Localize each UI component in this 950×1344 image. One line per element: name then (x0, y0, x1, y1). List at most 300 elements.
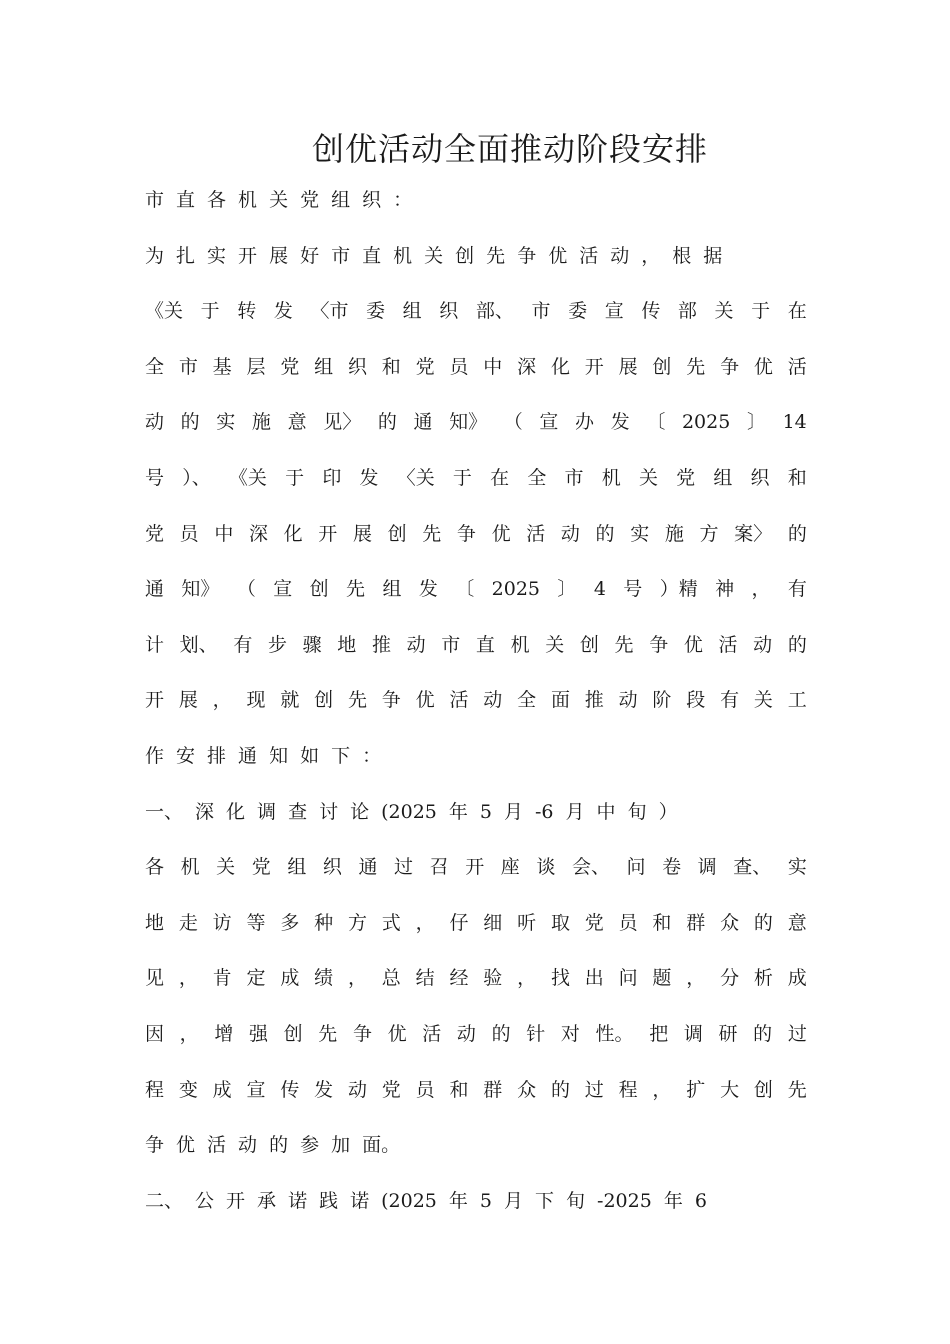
text-token: 开 (145, 689, 165, 712)
text-token: 活 (526, 522, 546, 545)
text-token: 诺 (350, 1189, 370, 1212)
text-token: 会、 (571, 856, 610, 879)
text-token: 关 (753, 689, 773, 712)
text-token: 践 (319, 1189, 339, 1212)
text-token: 机 (601, 467, 621, 489)
text-token: 于 (751, 300, 771, 323)
text-token: 析 (753, 967, 773, 990)
text-token: 创 (579, 633, 599, 656)
text-token: 施 (251, 411, 271, 434)
text-token: ， (517, 967, 537, 990)
paragraph-line (145, 295, 807, 327)
text-token: 见〉 (323, 411, 362, 434)
paragraph-line (145, 629, 807, 661)
text-token: 召 (429, 856, 449, 879)
text-token: 知》 (449, 411, 488, 434)
text-token: 步 (267, 633, 287, 656)
text-token: 年 (448, 1189, 468, 1212)
text-token: 5 (479, 1189, 492, 1212)
text-token: 意 (787, 911, 807, 934)
paragraph-line (145, 962, 807, 994)
text-token: 据 (703, 244, 723, 267)
text-token: 部、 (475, 300, 514, 323)
text-token: 推 (371, 633, 391, 656)
text-token: 有 (720, 689, 740, 712)
text-token: 宣 (246, 1078, 266, 1101)
text-token: 动 (238, 1134, 258, 1157)
text-token: 谈 (536, 856, 556, 879)
text-token: 实 (787, 856, 807, 879)
text-token: 发 (418, 578, 438, 601)
text-token: ， (751, 578, 771, 601)
text-token: 党 (280, 355, 300, 378)
text-token: 取 (550, 911, 570, 934)
text-token: 因 (145, 1023, 165, 1045)
text-token: 组 (314, 355, 334, 378)
text-token: 调 (683, 1023, 703, 1045)
text-token: 展 (618, 355, 638, 378)
text-token: 的 (753, 911, 773, 934)
text-token: 发 (314, 1078, 334, 1101)
text-token: 织 (439, 300, 459, 323)
text-token: 通 (145, 578, 165, 601)
text-token: 员 (618, 911, 638, 934)
text-token: 计 (145, 633, 165, 656)
text-token: 卷 (662, 856, 682, 879)
paragraph-line (145, 518, 807, 550)
document-title: 创优活动全面推动阶段安排 (311, 130, 708, 168)
text-token: 成 (787, 967, 807, 990)
text-token: -6 (535, 800, 554, 823)
text-token: 好 (300, 244, 320, 267)
text-token: 发 (273, 300, 293, 323)
text-token: 动 (483, 689, 503, 712)
text-token: 程 (145, 1078, 165, 1101)
text-token: 党 (381, 1078, 401, 1101)
text-token: 优 (415, 689, 435, 712)
text-token: 创 (314, 689, 334, 712)
paragraph-line (145, 1185, 807, 1217)
text-token: ， (415, 911, 435, 934)
text-token: ： (362, 745, 382, 767)
text-token: 种 (314, 911, 334, 934)
text-token: 动 (618, 689, 638, 712)
text-token: 各 (207, 189, 227, 211)
text-token: 市 (441, 633, 461, 656)
text-token: 把 (649, 1023, 669, 1045)
text-token: 的 (180, 411, 200, 434)
text-token: 织 (322, 856, 342, 879)
text-token: 在 (787, 300, 807, 323)
text-token: 深 (195, 800, 215, 823)
text-token: 的 (787, 522, 807, 545)
text-token: 如 (300, 745, 320, 767)
text-token: 〈市 (310, 300, 349, 323)
text-token: 调 (257, 800, 277, 823)
text-token: 问 (626, 856, 646, 879)
text-token: 旬 (566, 1189, 586, 1212)
text-token: 的 (377, 411, 397, 434)
text-token: 号 (623, 578, 643, 601)
text-token: 题 (652, 967, 672, 990)
text-token: 层 (246, 355, 266, 378)
text-token: 面。 (362, 1134, 401, 1157)
paragraph-line (145, 851, 807, 883)
text-token: 优 (176, 1134, 196, 1157)
text-token: 〕 (746, 411, 766, 434)
paragraph-line (145, 351, 807, 383)
text-token: 面 (550, 689, 570, 712)
text-token: 活 (207, 1134, 227, 1157)
paragraph-line (145, 740, 807, 772)
text-token: 创 (283, 1023, 303, 1045)
text-token: 地 (145, 911, 165, 934)
paragraph-line (145, 184, 807, 216)
text-token: 员 (179, 522, 199, 545)
text-token: 的 (753, 1023, 773, 1045)
text-token: 月 (504, 800, 524, 823)
text-token: 直 (176, 189, 196, 211)
text-token: 开 (238, 244, 258, 267)
text-token: 印 (322, 467, 342, 489)
text-token: 市 (531, 300, 551, 323)
text-token: 《关 (145, 300, 184, 323)
text-token: 委 (366, 300, 386, 323)
text-token: 优 (491, 522, 511, 545)
text-token: ， (179, 1023, 199, 1045)
text-token: 直 (362, 244, 382, 267)
text-token: 变 (178, 1078, 198, 1101)
text-token: 争 (649, 633, 669, 656)
text-token: 动 (145, 411, 165, 434)
text-token: 组 (713, 467, 733, 489)
text-token: 细 (483, 911, 503, 934)
text-token: 见 (145, 967, 165, 990)
text-token: 创 (387, 522, 407, 545)
text-token: 织 (347, 355, 367, 378)
text-token: 根 (672, 244, 692, 267)
text-token: 各 (145, 856, 165, 879)
text-token: 宣 (604, 300, 624, 323)
text-token: 出 (584, 967, 604, 990)
text-token: 访 (212, 911, 232, 934)
text-token: 〈关 (396, 467, 435, 489)
paragraph-line (145, 907, 807, 939)
text-token: 先 (347, 689, 367, 712)
text-token: 动 (753, 633, 773, 656)
text-token: 织 (750, 467, 770, 489)
text-token: 下 (331, 745, 351, 767)
text-token: 阶 (652, 689, 672, 712)
text-token: 宣 (273, 578, 293, 601)
text-token: 党 (676, 467, 696, 489)
text-token: ， (641, 244, 661, 267)
text-token: 基 (212, 355, 232, 378)
text-token: 性。 (595, 1023, 634, 1045)
text-token: 市 (178, 355, 198, 378)
text-token: 程 (618, 1078, 638, 1101)
text-token: 多 (280, 911, 300, 934)
text-token: 优 (683, 633, 703, 656)
text-token: 4 (593, 578, 606, 601)
text-token: 组 (287, 856, 307, 879)
text-token: 深 (248, 522, 268, 545)
text-token: 直 (475, 633, 495, 656)
text-token: 下 (535, 1189, 555, 1212)
text-token: 争 (517, 244, 537, 267)
text-token: 诺 (288, 1189, 308, 1212)
text-token: 展 (352, 522, 372, 545)
text-token: 党 (300, 189, 320, 211)
text-token: 组 (331, 189, 351, 211)
text-token: 先 (346, 578, 366, 601)
text-token: 中 (214, 522, 234, 545)
text-token: 党 (584, 911, 604, 934)
text-token: 于 (200, 300, 220, 323)
text-token: 通 (238, 745, 258, 767)
text-token: 为 (145, 244, 165, 267)
text-token: 先 (422, 522, 442, 545)
text-token: 争 (456, 522, 476, 545)
text-token: 党 (251, 856, 271, 879)
text-token: 2025 (491, 578, 541, 601)
text-token: 先 (787, 1078, 807, 1101)
text-token: 先 (318, 1023, 338, 1045)
text-token: 参 (300, 1134, 320, 1157)
text-token: 大 (720, 1078, 740, 1101)
text-token: 和 (787, 467, 807, 489)
text-token: 〕 (557, 578, 577, 601)
text-token: ： (393, 189, 413, 211)
text-token: 地 (337, 633, 357, 656)
text-token: 神 (715, 578, 735, 601)
text-token: 动 (456, 1023, 476, 1045)
text-token: 通 (413, 411, 433, 434)
paragraph-line (145, 1018, 807, 1050)
text-token: 一、 (145, 800, 184, 823)
text-token: 化 (550, 355, 570, 378)
text-token: 创 (652, 355, 672, 378)
text-token: 式 (381, 911, 401, 934)
text-token: 发 (359, 467, 379, 489)
text-token: 转 (237, 300, 257, 323)
text-token: (2025 (381, 1189, 437, 1212)
text-token: 动 (347, 1078, 367, 1101)
text-token: 经 (449, 967, 469, 990)
text-token: 动 (610, 244, 630, 267)
text-token: 施 (664, 522, 684, 545)
text-token: 走 (178, 911, 198, 934)
text-token: 〔 (455, 578, 475, 601)
text-token: 现 (246, 689, 266, 712)
text-token: 于 (285, 467, 305, 489)
text-token: 开 (584, 355, 604, 378)
text-token: 优 (387, 1023, 407, 1045)
text-token: 众 (720, 911, 740, 934)
text-token: ） (658, 800, 678, 823)
text-token: 传 (280, 1078, 300, 1101)
text-token: 安 (176, 745, 196, 767)
text-token: 年 (448, 800, 468, 823)
text-token: 实 (630, 522, 650, 545)
text-token: 争 (145, 1134, 165, 1157)
text-token: 6 (694, 1189, 707, 1212)
text-token: 全 (145, 355, 165, 378)
text-token: 排 (207, 745, 227, 767)
paragraph-line (145, 240, 807, 272)
text-token: 办 (575, 411, 595, 434)
text-token: 推 (584, 689, 604, 712)
text-token: 的 (550, 1078, 570, 1101)
text-token: 有 (233, 633, 253, 656)
text-token: 分 (720, 967, 740, 990)
text-token: 争 (352, 1023, 372, 1045)
text-token: 发 (610, 411, 630, 434)
paragraph-line (145, 1129, 807, 1161)
text-token: 等 (246, 911, 266, 934)
text-token: 实 (207, 244, 227, 267)
text-token: 关 (216, 856, 236, 879)
text-token: （ (236, 578, 256, 601)
text-token: 知 (269, 745, 289, 767)
text-token: 的 (595, 522, 615, 545)
text-token: 对 (560, 1023, 580, 1045)
text-token: 和 (449, 1078, 469, 1101)
text-token: 2025 (681, 411, 731, 434)
text-token: 和 (381, 355, 401, 378)
text-token: 验 (483, 967, 503, 990)
text-token: 机 (238, 189, 258, 211)
text-token: ， (178, 967, 198, 990)
text-token: 过 (584, 1078, 604, 1101)
text-token: (2025 (381, 800, 437, 823)
text-token: 优 (753, 355, 773, 378)
paragraph-line (145, 1074, 807, 1106)
text-token: 知》 (181, 578, 220, 601)
text-token: 活 (579, 244, 599, 267)
text-token: ）、 (182, 467, 211, 489)
paragraph-line (145, 406, 807, 438)
text-token: 群 (686, 911, 706, 934)
text-token: 开 (318, 522, 338, 545)
text-token: 增 (214, 1023, 234, 1045)
text-token: 众 (517, 1078, 537, 1101)
text-token: 问 (618, 967, 638, 990)
text-token: 委 (568, 300, 588, 323)
text-token: 研 (718, 1023, 738, 1045)
text-token: 关 (424, 244, 444, 267)
text-token: 针 (526, 1023, 546, 1045)
text-token: 查 (288, 800, 308, 823)
text-token: 找 (550, 967, 570, 990)
text-token: 就 (280, 689, 300, 712)
text-token: 调 (697, 856, 717, 879)
text-token: 中 (483, 355, 503, 378)
text-token: 听 (517, 911, 537, 934)
text-token: 座 (500, 856, 520, 879)
text-token: 定 (246, 967, 266, 990)
text-token: -2025 (597, 1189, 652, 1212)
text-token: 加 (331, 1134, 351, 1157)
text-token: 扎 (176, 244, 196, 267)
text-token: 组 (382, 578, 402, 601)
text-token: 关 (545, 633, 565, 656)
text-token: 在 (490, 467, 510, 489)
text-token: （ (503, 411, 523, 434)
text-token: 争 (381, 689, 401, 712)
text-token: 开 (226, 1189, 246, 1212)
text-token: 活 (718, 633, 738, 656)
text-token: 14 (782, 411, 807, 434)
text-token: 市 (564, 467, 584, 489)
text-token: 和 (652, 911, 672, 934)
text-token: 的 (787, 633, 807, 656)
text-token: 〔 (646, 411, 666, 434)
text-token: 宣 (539, 411, 559, 434)
text-token: 于 (452, 467, 472, 489)
text-token: 党 (415, 355, 435, 378)
text-token: 过 (394, 856, 414, 879)
text-token: 论 (350, 800, 370, 823)
text-token: 强 (248, 1023, 268, 1045)
text-token: 中 (596, 800, 616, 823)
text-token: 创 (753, 1078, 773, 1101)
text-token: 展 (269, 244, 289, 267)
text-token: 先 (614, 633, 634, 656)
text-token: 市 (331, 244, 351, 267)
text-token: 开 (465, 856, 485, 879)
text-token: 关 (714, 300, 734, 323)
text-token: 优 (548, 244, 568, 267)
text-token: 的 (269, 1134, 289, 1157)
text-token: 实 (216, 411, 236, 434)
text-token: 总 (381, 967, 401, 990)
text-token: 活 (422, 1023, 442, 1045)
text-token: 查、 (733, 856, 772, 879)
text-token: 承 (257, 1189, 277, 1212)
text-token: 员 (415, 1078, 435, 1101)
text-token: 意 (287, 411, 307, 434)
text-token: 先 (486, 244, 506, 267)
text-token: 号 (145, 467, 165, 489)
text-token: 段 (686, 689, 706, 712)
text-token: 年 (663, 1189, 683, 1212)
text-token: ， (686, 967, 706, 990)
text-token: 成 (212, 1078, 232, 1101)
text-token: ， (347, 967, 367, 990)
paragraph-line (145, 462, 807, 494)
text-token: ， (212, 689, 232, 712)
text-token: 群 (483, 1078, 503, 1101)
text-token: 方 (347, 911, 367, 934)
text-token: 先 (686, 355, 706, 378)
text-token: 部 (677, 300, 697, 323)
text-token: 案〉 (734, 522, 773, 545)
text-token: 《关 (228, 467, 267, 489)
text-token: 机 (510, 633, 530, 656)
text-token: 方 (699, 522, 719, 545)
text-token: 深 (517, 355, 537, 378)
text-token: 绩 (314, 967, 334, 990)
text-token: 化 (226, 800, 246, 823)
text-token: 关 (269, 189, 289, 211)
text-token: 骤 (302, 633, 322, 656)
text-token: 划、 (179, 633, 218, 656)
text-token: 结 (415, 967, 435, 990)
text-token: 争 (720, 355, 740, 378)
text-token: 织 (362, 189, 382, 211)
paragraph-line (145, 573, 807, 605)
